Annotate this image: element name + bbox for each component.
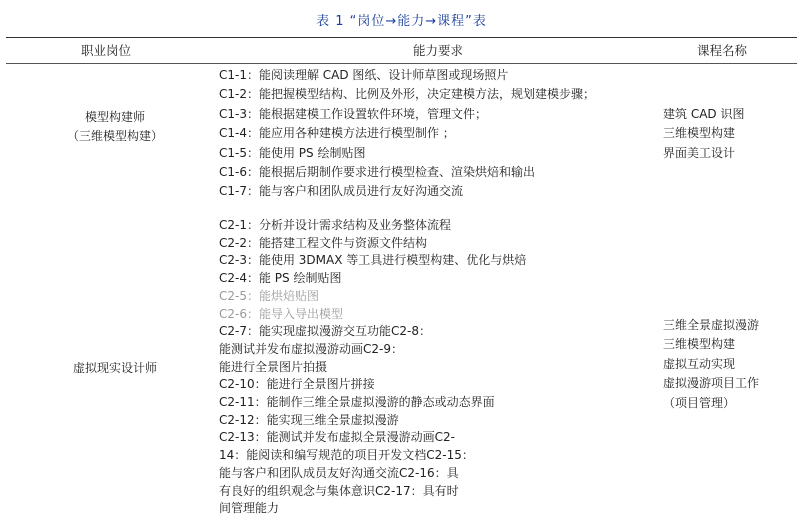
course-item: 三维全景虚拟漫游 [663, 318, 760, 332]
ability-item: 能测试并发布虚拟漫游动画C2-9： [219, 341, 403, 356]
header-ability: 能力要求 [413, 43, 464, 58]
course-item: （项目管理） [663, 395, 736, 410]
ability-item: 能与客户和团队成员友好沟通交流C2-16：具 [219, 465, 459, 480]
header-course: 课程名称 [697, 43, 748, 58]
ability-item: C2-13：能测试并发布虚拟全景漫游动画C2- [219, 430, 455, 445]
ability-item: C2-2：能搭建工程文件与资源文件结构 [219, 235, 427, 250]
header-job: 职业岗位 [81, 43, 132, 58]
table-header-rule [6, 63, 797, 64]
ability-item: C2-7：能实现虚拟漫游交互功能C2-8： [219, 324, 431, 339]
course-item: 界面美工设计 [663, 145, 736, 160]
table-caption: 表 1 “岗位→能力→课程”表 [316, 14, 487, 29]
ability-item: C1-5：能使用 PS 绘制贴图 [219, 145, 366, 160]
course-item: 三维模型构建 [663, 126, 736, 141]
ability-item: C1-4：能应用各种建模方法进行模型制作 ； [219, 126, 455, 141]
ability-item: C2-6：能导入导出模型 [219, 306, 343, 321]
ability-item: C1-1：能阅读理解 CAD 图纸、设计师草图或现场照片 [219, 68, 509, 82]
course-item: 虚拟漫游项目工作 [663, 376, 760, 391]
ability-item: 14：能阅读和编写规范的项目开发文档C2-15： [219, 448, 474, 463]
ability-item: C2-4：能 PS 绘制贴图 [219, 271, 342, 286]
ability-item: C2-12：能实现三维全景虚拟漫游 [219, 412, 399, 427]
ability-item: 能进行全景图片拍摄 [219, 359, 328, 374]
ability-item: C1-3：能根据建模工作设置软件环境，管理文件； [219, 106, 487, 121]
ability-item: C2-3：能使用 3DMAX 等工具进行模型构建、优化与烘焙 [219, 253, 527, 268]
row1-job-line: （三维模型构建） [66, 129, 163, 144]
ability-item: 有良好的组织观念与集体意识C2-17：具有时 [219, 483, 459, 498]
ability-item: C2-10：能进行全景图片拼接 [219, 377, 375, 392]
ability-item: C1-7：能与客户和团队成员进行友好沟通交流 [219, 184, 463, 199]
row2-job-line: 虚拟现实设计师 [72, 361, 157, 375]
row2-job-cell [30, 359, 200, 378]
course-item: 三维模型构建 [663, 337, 736, 352]
ability-item: C2-1：分析并设计需求结构及业务整体流程 [219, 218, 451, 232]
course-item: 虚拟互动实现 [663, 356, 736, 371]
ability-item: C1-6：能根据后期制作要求进行模型检查、渲染烘焙和输出 [219, 165, 535, 180]
row2-ability-cell [219, 217, 526, 518]
row1-ability-cell [219, 66, 595, 202]
row1-job-cell [30, 108, 200, 147]
ability-item: C2-5：能烘焙贴图 [219, 288, 319, 303]
row1-job-line: 模型构建师 [84, 110, 145, 124]
row2-course-cell [663, 316, 759, 413]
row1-course-cell [663, 105, 744, 163]
course-item: 建筑 CAD 识图 [663, 107, 745, 121]
ability-item: C1-2：能把握模型结构、比例及外形，决定建模方法，规划建模步骤； [219, 87, 595, 102]
ability-item: C2-11：能制作三维全景虚拟漫游的静态或动态界面 [219, 395, 495, 410]
ability-item: 间管理能力 [219, 501, 280, 516]
table-top-rule [6, 37, 797, 38]
